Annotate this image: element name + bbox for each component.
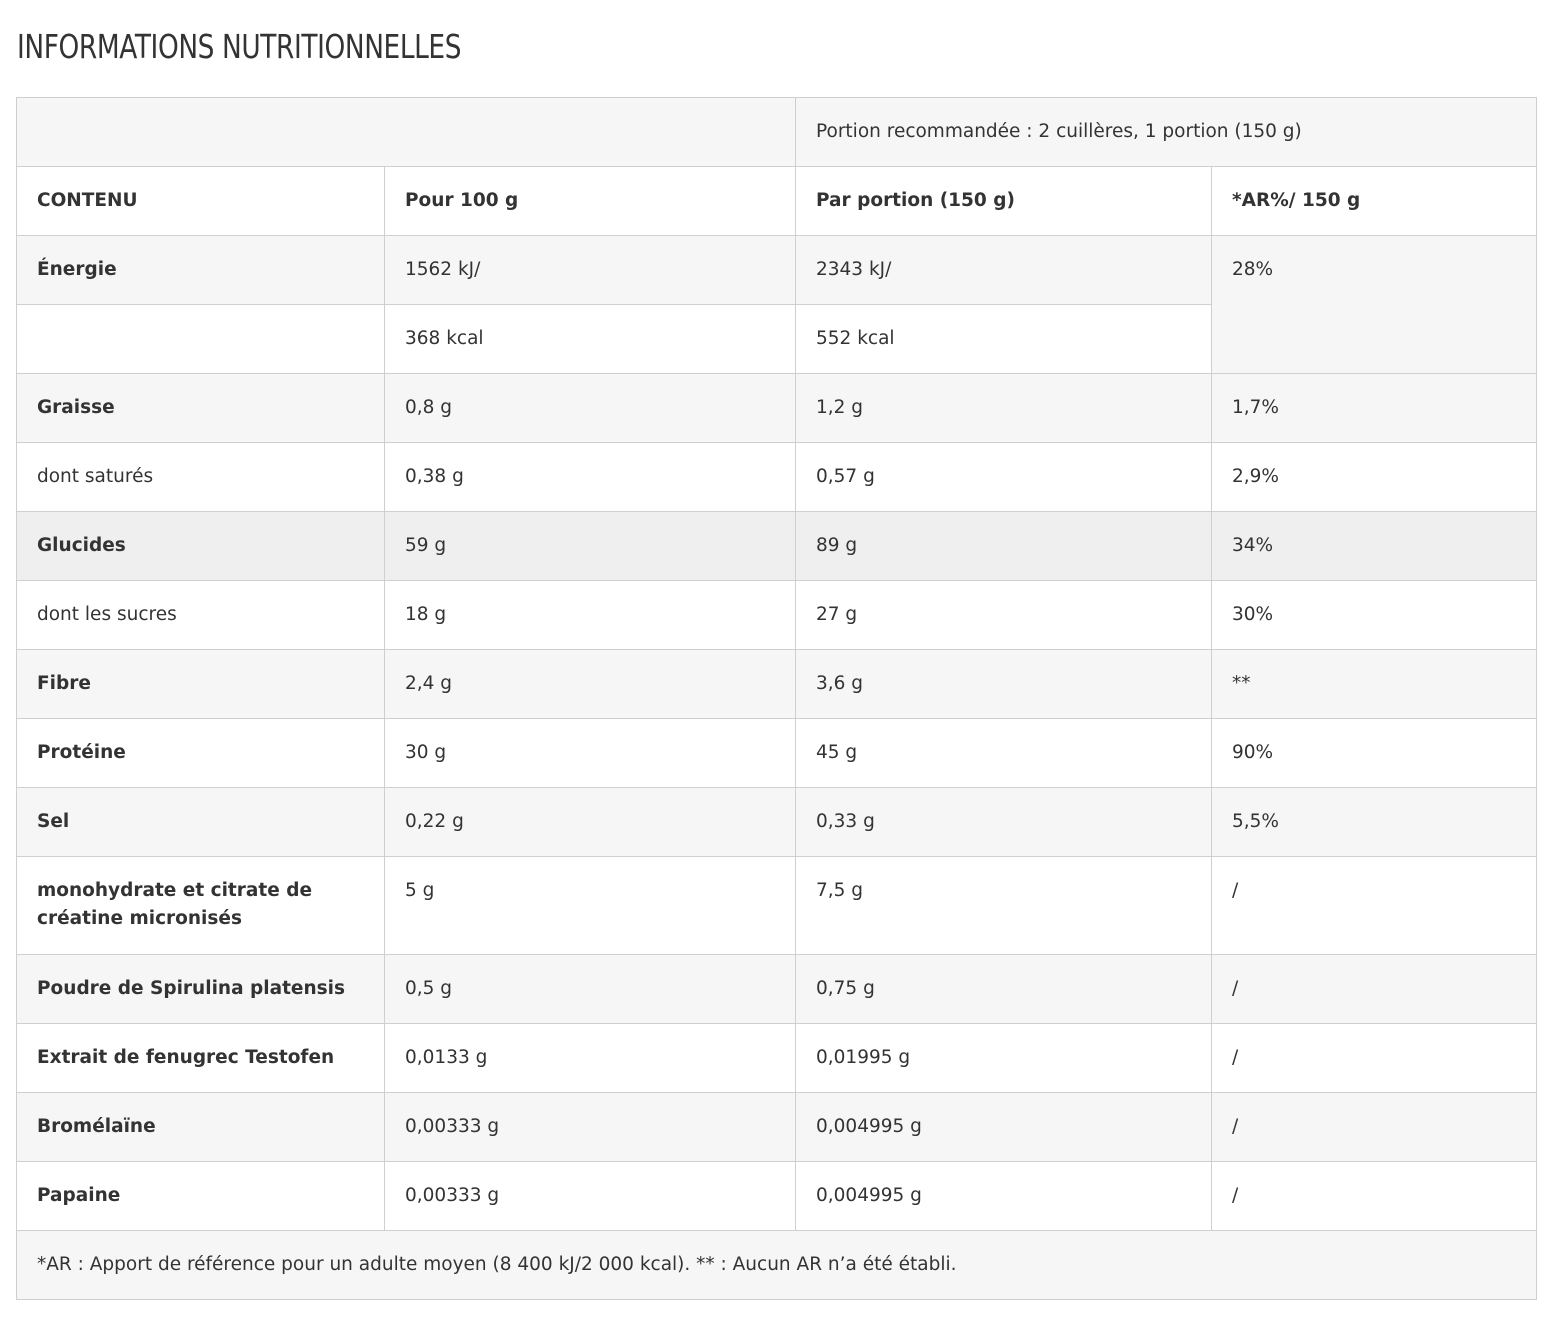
table-row: [17, 857, 1537, 955]
table-row: [17, 1093, 1537, 1162]
row-portion: 0,57 g: [796, 443, 1212, 512]
row-ar: /: [1212, 1024, 1537, 1093]
table-row: [17, 1024, 1537, 1093]
energy-portion-kj: 2343 kJ/: [796, 236, 1212, 305]
row-portion: 3,6 g: [796, 650, 1212, 719]
header-contenu: CONTENU: [17, 167, 385, 236]
energy-kcal-blank: [17, 305, 385, 374]
row-per100: 0,0133 g: [385, 1024, 796, 1093]
row-per100: 0,5 g: [385, 955, 796, 1024]
row-label: Fibre: [17, 650, 385, 719]
row-per100: 30 g: [385, 719, 796, 788]
row-per100: 2,4 g: [385, 650, 796, 719]
row-per100: 0,22 g: [385, 788, 796, 857]
footnote: *AR : Apport de référence pour un adulte moyen (8 400 kJ/2 000 kcal). ** : Aucun AR n’a été établi.: [17, 1231, 1537, 1300]
portion-blank-cell: [17, 98, 796, 167]
header-row: [17, 167, 1537, 236]
row-portion: 0,75 g: [796, 955, 1212, 1024]
header-ar: *AR%/ 150 g: [1212, 167, 1537, 236]
row-label: Papaine: [17, 1162, 385, 1231]
row-ar: /: [1212, 1093, 1537, 1162]
row-ar: 5,5%: [1212, 788, 1537, 857]
row-portion: 0,33 g: [796, 788, 1212, 857]
row-portion: 89 g: [796, 512, 1212, 581]
row-label: Glucides: [17, 512, 385, 581]
row-ar: 1,7%: [1212, 374, 1537, 443]
row-per100: 59 g: [385, 512, 796, 581]
footnote-row: [17, 1231, 1537, 1300]
row-per100: 0,8 g: [385, 374, 796, 443]
row-portion: 1,2 g: [796, 374, 1212, 443]
row-per100: 0,38 g: [385, 443, 796, 512]
row-label: Bromélaïne: [17, 1093, 385, 1162]
row-portion: 45 g: [796, 719, 1212, 788]
header-per-portion: Par portion (150 g): [796, 167, 1212, 236]
row-portion: 0,004995 g: [796, 1162, 1212, 1231]
row-ar: /: [1212, 857, 1537, 955]
table-row: [17, 1162, 1537, 1231]
row-ar: 34%: [1212, 512, 1537, 581]
row-label: monohydrate et citrate de créatine micronisés: [17, 857, 385, 955]
nutrition-table: [16, 97, 1537, 1300]
row-label: dont les sucres: [17, 581, 385, 650]
page-title: INFORMATIONS NUTRITIONNELLES: [17, 27, 462, 66]
energy-per100-kj: 1562 kJ/: [385, 236, 796, 305]
energy-label: Énergie: [17, 236, 385, 305]
table-row: [17, 374, 1537, 443]
row-per100: 0,00333 g: [385, 1162, 796, 1231]
row-portion: 7,5 g: [796, 857, 1212, 955]
row-label: Graisse: [17, 374, 385, 443]
row-ar: 30%: [1212, 581, 1537, 650]
row-per100: 5 g: [385, 857, 796, 955]
row-portion: 0,01995 g: [796, 1024, 1212, 1093]
energy-ar: 28%: [1212, 236, 1537, 374]
table-row: [17, 512, 1537, 581]
row-label: Extrait de fenugrec Testofen: [17, 1024, 385, 1093]
row-ar: 2,9%: [1212, 443, 1537, 512]
row-ar: /: [1212, 1162, 1537, 1231]
row-ar: /: [1212, 955, 1537, 1024]
header-per-100g: Pour 100 g: [385, 167, 796, 236]
row-ar: 90%: [1212, 719, 1537, 788]
table-row: [17, 650, 1537, 719]
row-label: Poudre de Spirulina platensis: [17, 955, 385, 1024]
table-row: [17, 788, 1537, 857]
table-row: [17, 719, 1537, 788]
portion-note: Portion recommandée : 2 cuillères, 1 portion (150 g): [796, 98, 1537, 167]
table-row-energy: [17, 236, 1537, 305]
table-row: [17, 955, 1537, 1024]
row-label: dont saturés: [17, 443, 385, 512]
row-portion: 0,004995 g: [796, 1093, 1212, 1162]
row-label: Sel: [17, 788, 385, 857]
row-per100: 18 g: [385, 581, 796, 650]
energy-portion-kcal: 552 kcal: [796, 305, 1212, 374]
row-per100: 0,00333 g: [385, 1093, 796, 1162]
row-portion: 27 g: [796, 581, 1212, 650]
portion-row: [17, 98, 1537, 167]
energy-per100-kcal: 368 kcal: [385, 305, 796, 374]
row-label: Protéine: [17, 719, 385, 788]
table-row: [17, 581, 1537, 650]
table-row: [17, 443, 1537, 512]
row-ar: **: [1212, 650, 1537, 719]
